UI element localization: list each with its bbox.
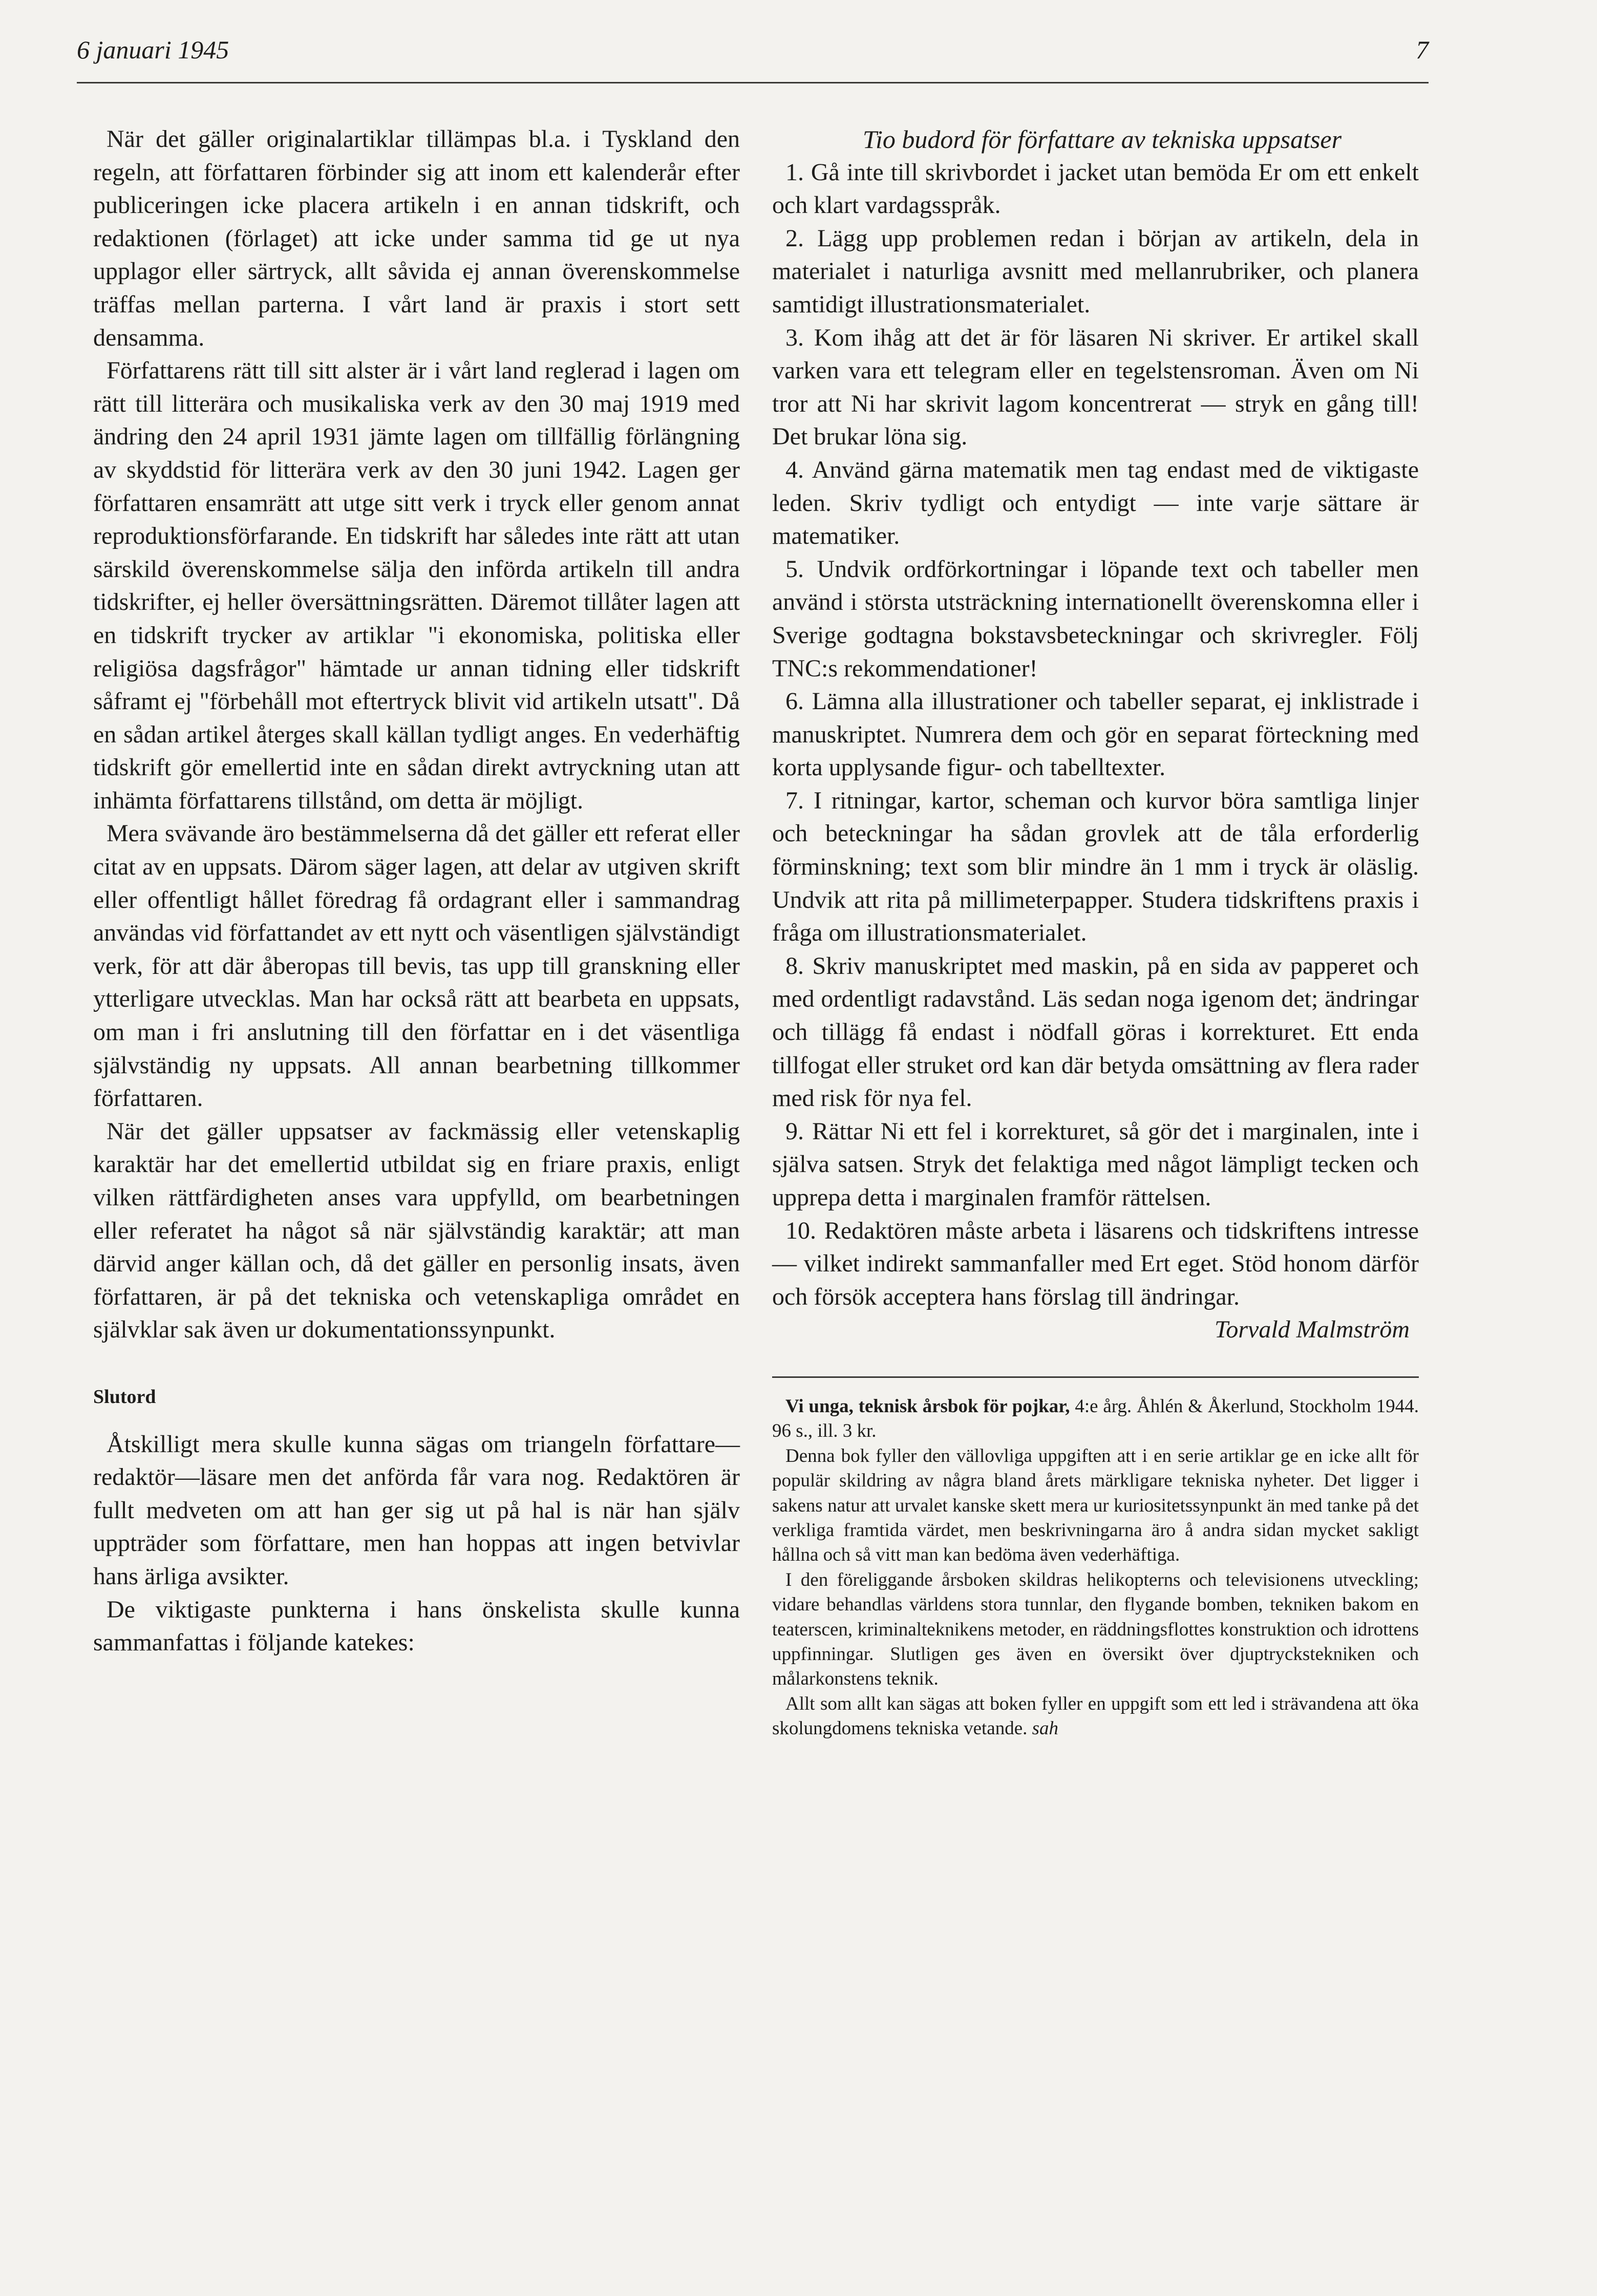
right-column xyxy=(772,123,1419,1741)
review-title: Vi unga, teknisk årsbok för pojkar, xyxy=(785,1395,1070,1417)
header-rule xyxy=(77,82,1429,83)
body-paragraph: Åtskilligt mera skulle kunna sägas om triangeln författare—redaktör—läsare men det anförda får vara nog. Redaktören är fullt medveten om att han ger sig ut på hal is när han själv uppträder som författare, men han hoppas att ingen betvivlar hans ärliga avsikter. xyxy=(93,1430,740,1590)
list-item: 10. Redaktören måste arbeta i läsarens och tidskriftens intresse — vilket indirekt sammanfaller med Ert eget. Stöd honom därför och försök acceptera hans förslag till ändringar. xyxy=(772,1217,1419,1310)
body-paragraph: Mera svävande äro bestämmelserna då det gäller ett referat eller citat av en uppsats. Därom säger lagen, att delar av utgiven skrift eller offentligt hållet föredrag få ordagrant eller i sammandrag användas vid författandet av ett nytt och väsentligen självständigt verk, för att där åberopas till bevis, tas upp till granskning eller ytterligare utvecklas. Man har också rätt att bearbeta en uppsats, om man i fri anslutning till den författar en i det väsentliga självständig ny uppsats. All annan bearbetning tillkommer författaren. xyxy=(93,820,740,1112)
list-item: 4. Använd gärna matematik men tag endast med de viktigaste leden. Skriv tydligt och entydigt — inte varje sättare är matematiker. xyxy=(772,456,1419,550)
review-paragraph: Denna bok fyller den vällovliga uppgiften att i en serie artiklar ge en icke allt för populär skildring av några bland årets märkligare tekniska nyheter. Det ligger i sakens natur att urvalet kanske skett mera ur kuriositetssynpunkt än med tanke på det verkliga framtida värdet, men beskrivningarna äro å andra sidan mycket sakligt hållna och så vitt man kan bedöma även vederhäftiga. xyxy=(772,1445,1419,1566)
book-review xyxy=(772,1394,1419,1741)
list-item: 8. Skriv manuskriptet med maskin, på en sida av papperet och med ordentligt radavstånd. Läs sedan noga igenom det; ändringar och tillägg få endast i nödfall göras i korrekturet. Ett enda tillfogat eller struket ord kan där betyda omsättning av flera rader med risk för nya fel. xyxy=(772,952,1419,1112)
left-column xyxy=(93,123,740,1660)
list-item: 2. Lägg upp problemen redan i början av artikeln, dela in materialet i naturliga avsnitt med mellanrubriker, och planera samtidigt illustrationsmaterialet. xyxy=(772,224,1419,318)
body-paragraph: När det gäller uppsatser av fackmässig eller vetenskaplig karaktär har det emellertid utbildat sig en friare praxis, enligt vilken rättfärdigheten anses vara uppfylld, om bearbetningen eller referatet ha något så när självständig karaktär; att man därvid anger källan och, då det gäller en personlig insats, även författaren, är på det tekniska och vetenskapliga området en självklar sak även ur dokumentationssynpunkt. xyxy=(93,1117,740,1344)
body-paragraph: Författarens rätt till sitt alster är i vårt land reglerad i lagen om rätt till litterära och musikaliska verk av den 30 maj 1919 med ändring den 24 april 1931 jämte lagen om tillfällig förlängning av skyddstid för litterära verk av den 30 juni 1942. Lagen ger författaren ensamrätt att utge sitt verk i tryck eller genom annat reproduktionsförfarande. En tidskrift har således inte rätt att utan särskild överenskommelse sälja den införda artikeln till andra tidskrifter, ej heller översättningsrätten. Däremot tillåter lagen att en tidskrift trycker av artiklar "i ekonomiska, politiska eller religiösa dagsfrågor" hämtade ur annan tidning eller tidskrift såframt ej "förbehåll mot eftertryck blivit vid artikeln utsatt". Då en sådan artikel återges skall källan tydligt anges. En vederhäftig tidskrift gör emellertid inte en sådan direkt avtryckning utan att inhämta författarens tillstånd, om detta är möjligt. xyxy=(93,357,740,814)
list-item: 3. Kom ihåg att det är för läsaren Ni skriver. Er artikel skall varken vara ett telegram eller en tegelstensroman. Även om Ni tror att Ni har skrivit lagom koncentrerat — stryk en gång till! Det brukar löna sig. xyxy=(772,324,1419,451)
page-number: 7 xyxy=(1416,35,1429,64)
section-heading: Slutord xyxy=(93,1386,156,1408)
list-item: 1. Gå inte till skrivbordet i jacket utan bemöda Er om ett enkelt och klart vardagsspråk. xyxy=(772,158,1419,219)
review-closing-text: Allt som allt kan sägas att boken fyller en uppgift som ett led i strävandena att öka skolungdomens tekniska vetande. xyxy=(772,1693,1419,1739)
list-title: Tio budord för författare av tekniska uppsatser xyxy=(862,125,1342,154)
body-paragraph: De viktigaste punkterna i hans önskelista skulle kunna sammanfattas i följande katekes: xyxy=(93,1596,740,1656)
list-item: 7. I ritningar, kartor, scheman och kurvor böra samtliga linjer och beteckningar ha sådan grovlek att de tåla erforderlig förminskning; text som blir mindre än 1 mm i tryck är oläslig. Undvik att rita på millimeterpapper. Studera tidskriftens praxis i fråga om illustrationsmaterialet. xyxy=(772,786,1419,947)
list-item: 5. Undvik ordförkortningar i löpande text och tabeller men använd i största utsträckning internationellt överenskomna eller i Sverige godtagna bokstavsbeteckningar och skrivregler. Följ TNC:s rekommendationer! xyxy=(772,555,1419,682)
review-bibliographic-info: 4:e årg. Åhlén & Åkerlund, Stockholm 1944. 96 s., ill. 3 kr. xyxy=(772,1395,1419,1442)
list-item: 6. Lämna alla illustrationer och tabeller separat, ej inklistrade i manuskriptet. Numrera dem och gör en separat förteckning med korta upplysande figur- och tabelltexter. xyxy=(772,688,1419,781)
review-signature: sah xyxy=(1032,1718,1059,1739)
issue-date: 6 januari 1945 xyxy=(77,35,229,64)
review-paragraph xyxy=(772,1692,1419,1741)
review-heading xyxy=(772,1394,1419,1444)
list-item: 9. Rättar Ni ett fel i korrekturet, så gör det i marginalen, inte i själva satsen. Stryk det felaktiga med något lämpligt tecken och upprepa detta i marginalen framför rättelsen. xyxy=(772,1117,1419,1211)
page-header xyxy=(77,35,1429,81)
review-paragraph: I den föreliggande årsboken skildras helikopterns och televisionens utveckling; vidare behandlas världens stora tunnlar, den flygande bomben, tekniken bakom en teaterscen, kriminalteknikens metoder, en räddningsflottes konstruktion och idrottens uppfinningar. Slutligen ges även en översikt över djuptryckstekniken och målarkonstens teknik. xyxy=(772,1569,1419,1690)
review-divider xyxy=(772,1376,1419,1378)
author-signature: Torvald Malmström xyxy=(1215,1316,1410,1344)
body-paragraph: När det gäller originalartiklar tillämpas bl.a. i Tyskland den regeln, att författaren förbinder sig att inom ett kalenderår efter publiceringen icke placera artikeln i en annan tidskrift, och redaktionen (förlaget) att icke under samma tid ge ut nya upplagor eller särtryck, allt såvida ej annan överenskommelse träffas mellan parterna. I vårt land är praxis i stort sett densamma. xyxy=(93,125,740,351)
